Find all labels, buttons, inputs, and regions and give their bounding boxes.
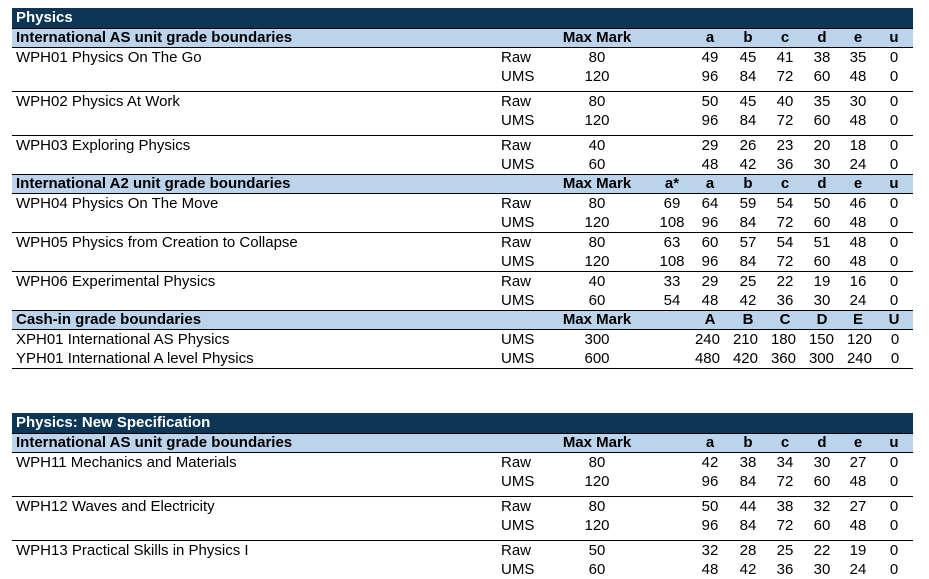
grade-header: u xyxy=(889,175,899,192)
grade-value: 0 xyxy=(890,331,900,348)
grade-value: 84 xyxy=(739,112,757,129)
grade-value: 54 xyxy=(663,292,681,309)
mark-type: UMS xyxy=(501,253,535,270)
mark-type: UMS xyxy=(501,292,535,309)
table-row xyxy=(12,194,913,213)
grade-header: A xyxy=(704,311,716,328)
table-row xyxy=(12,155,913,174)
grade-value: 44 xyxy=(739,498,757,515)
qualification-label: YPH01 International A level Physics xyxy=(16,350,254,367)
grade-value: 42 xyxy=(739,292,757,309)
grade-header: c xyxy=(780,434,790,451)
grade-value: 50 xyxy=(813,195,831,212)
grade-value: 16 xyxy=(849,273,867,290)
grade-value: 0 xyxy=(889,195,899,212)
unit-label: WPH12 Waves and Electricity xyxy=(16,498,215,515)
as-header-label: International AS unit grade boundaries xyxy=(16,29,293,46)
grade-value: 0 xyxy=(889,112,899,129)
grade-value: 50 xyxy=(701,93,719,110)
a2-header-label: International A2 unit grade boundaries xyxy=(16,175,291,192)
grade-value: 25 xyxy=(776,542,794,559)
grade-value: 33 xyxy=(663,273,681,290)
mark-type: Raw xyxy=(501,498,532,515)
grade-value: 30 xyxy=(813,156,831,173)
grade-value: 23 xyxy=(776,137,794,154)
unit-label: WPH06 Experimental Physics xyxy=(16,273,216,290)
grade-value: 26 xyxy=(739,137,757,154)
grade-value: 19 xyxy=(813,273,831,290)
grade-value: 54 xyxy=(776,195,794,212)
grade-value: 48 xyxy=(849,517,867,534)
grade-value: 0 xyxy=(889,517,899,534)
grade-value: 50 xyxy=(701,498,719,515)
section-title-new-spec: Physics: New Specification xyxy=(12,413,913,433)
grade-value: 0 xyxy=(889,68,899,85)
grade-value: 22 xyxy=(776,273,794,290)
table-row xyxy=(12,330,913,349)
max-mark: 120 xyxy=(584,214,610,231)
grade-value: 60 xyxy=(813,517,831,534)
grade-value: 27 xyxy=(849,498,867,515)
grade-value: 96 xyxy=(701,253,719,270)
table-row xyxy=(12,213,913,232)
max-mark: 600 xyxy=(584,350,610,367)
grade-boundaries-document xyxy=(12,8,913,579)
grade-value: 0 xyxy=(889,93,899,110)
cash-in-header-row xyxy=(12,310,913,330)
grade-header: b xyxy=(743,434,753,451)
max-mark: 60 xyxy=(588,156,606,173)
unit-label: WPH11 Mechanics and Materials xyxy=(16,454,237,471)
grade-value: 0 xyxy=(889,561,899,578)
table-row xyxy=(12,111,913,130)
grade-value: 42 xyxy=(739,561,757,578)
grade-value: 38 xyxy=(813,49,831,66)
table-row xyxy=(12,271,913,291)
grade-header: u xyxy=(889,434,899,451)
grade-value: 108 xyxy=(659,214,685,231)
max-mark: 80 xyxy=(588,93,606,110)
grade-value: 0 xyxy=(889,292,899,309)
grade-value: 96 xyxy=(701,473,719,490)
grade-value: 84 xyxy=(739,68,757,85)
grade-value: 480 xyxy=(694,350,720,367)
grade-value: 38 xyxy=(776,498,794,515)
grade-value: 18 xyxy=(849,137,867,154)
grade-value: 72 xyxy=(776,473,794,490)
table-row xyxy=(12,48,913,67)
cash-in-header-label: Cash-in grade boundaries xyxy=(16,311,202,328)
grade-value: 34 xyxy=(776,454,794,471)
grade-header: d xyxy=(817,29,827,46)
grade-value: 30 xyxy=(813,561,831,578)
grade-value: 60 xyxy=(813,253,831,270)
grade-value: 48 xyxy=(701,156,719,173)
max-mark-header: Max Mark xyxy=(562,311,632,328)
grade-value: 72 xyxy=(776,214,794,231)
max-mark-header: Max Mark xyxy=(562,175,632,192)
grade-value: 150 xyxy=(808,331,834,348)
max-mark: 50 xyxy=(588,542,606,559)
grade-header: e xyxy=(853,29,863,46)
grade-value: 84 xyxy=(739,253,757,270)
grade-header: e xyxy=(853,175,863,192)
table-row xyxy=(12,291,913,310)
grade-value: 0 xyxy=(889,253,899,270)
grade-value: 24 xyxy=(849,292,867,309)
grade-value: 45 xyxy=(739,93,757,110)
grade-value: 0 xyxy=(889,273,899,290)
unit-label: WPH02 Physics At Work xyxy=(16,93,180,110)
grade-value: 32 xyxy=(813,498,831,515)
grade-value: 240 xyxy=(846,350,872,367)
table-row xyxy=(12,135,913,155)
grade-value: 96 xyxy=(701,112,719,129)
grade-value: 60 xyxy=(813,214,831,231)
table-row xyxy=(12,472,913,491)
mark-type: UMS xyxy=(501,517,535,534)
max-mark: 120 xyxy=(584,253,610,270)
grade-value: 0 xyxy=(889,49,899,66)
mark-type: Raw xyxy=(501,195,532,212)
max-mark: 40 xyxy=(588,273,606,290)
grade-value: 96 xyxy=(701,517,719,534)
max-mark: 60 xyxy=(588,561,606,578)
grade-value: 60 xyxy=(701,234,719,251)
grade-header: c xyxy=(780,175,790,192)
max-mark: 120 xyxy=(584,112,610,129)
grade-value: 19 xyxy=(849,542,867,559)
max-mark: 40 xyxy=(588,137,606,154)
table-row xyxy=(12,453,913,472)
table-row xyxy=(12,540,913,560)
grade-value: 60 xyxy=(813,473,831,490)
mark-type: Raw xyxy=(501,273,532,290)
grade-value: 0 xyxy=(889,454,899,471)
grade-value: 24 xyxy=(849,561,867,578)
unit-label: WPH05 Physics from Creation to Collapse xyxy=(16,234,298,251)
grade-value: 72 xyxy=(776,68,794,85)
grade-value: 72 xyxy=(776,253,794,270)
max-mark-header: Max Mark xyxy=(562,434,632,451)
grade-value: 40 xyxy=(776,93,794,110)
grade-value: 48 xyxy=(849,253,867,270)
max-mark: 120 xyxy=(584,473,610,490)
mark-type: Raw xyxy=(501,49,532,66)
grade-header: B xyxy=(742,311,754,328)
mark-type: Raw xyxy=(501,542,532,559)
grade-value: 25 xyxy=(739,273,757,290)
grade-value: 42 xyxy=(701,454,719,471)
grade-value: 48 xyxy=(849,112,867,129)
mark-type: Raw xyxy=(501,454,532,471)
grade-value: 0 xyxy=(889,498,899,515)
grade-value: 49 xyxy=(701,49,719,66)
as-header-label: International AS unit grade boundaries xyxy=(16,434,293,451)
grade-value: 36 xyxy=(776,561,794,578)
grade-value: 63 xyxy=(663,234,681,251)
grade-header: c xyxy=(780,29,790,46)
grade-value: 0 xyxy=(889,137,899,154)
max-mark: 80 xyxy=(588,234,606,251)
grade-value: 30 xyxy=(849,93,867,110)
unit-label: WPH13 Practical Skills in Physics I xyxy=(16,542,249,559)
grade-header: a xyxy=(705,175,715,192)
mark-type: UMS xyxy=(501,156,535,173)
mark-type: UMS xyxy=(501,112,535,129)
mark-type: Raw xyxy=(501,137,532,154)
grade-header: D xyxy=(816,311,828,328)
grade-value: 48 xyxy=(849,68,867,85)
grade-value: 84 xyxy=(739,517,757,534)
max-mark: 300 xyxy=(584,331,610,348)
grade-value: 48 xyxy=(849,214,867,231)
grade-value: 20 xyxy=(813,137,831,154)
grade-value: 120 xyxy=(846,331,872,348)
unit-label: WPH01 Physics On The Go xyxy=(16,49,202,66)
grade-value: 420 xyxy=(732,350,758,367)
max-mark: 80 xyxy=(588,498,606,515)
grade-value: 29 xyxy=(701,273,719,290)
grade-value: 180 xyxy=(770,331,796,348)
grade-value: 0 xyxy=(889,156,899,173)
grade-value: 96 xyxy=(701,214,719,231)
mark-type: UMS xyxy=(501,331,535,348)
table-row xyxy=(12,516,913,535)
grade-value: 28 xyxy=(739,542,757,559)
grade-value: 29 xyxy=(701,137,719,154)
grade-value: 64 xyxy=(701,195,719,212)
qualification-label: XPH01 International AS Physics xyxy=(16,331,230,348)
grade-value: 60 xyxy=(813,112,831,129)
grade-value: 24 xyxy=(849,156,867,173)
grade-value: 22 xyxy=(813,542,831,559)
grade-value: 45 xyxy=(739,49,757,66)
max-mark: 120 xyxy=(584,68,610,85)
max-mark: 80 xyxy=(588,49,606,66)
table-row xyxy=(12,67,913,86)
grade-value: 51 xyxy=(813,234,831,251)
grade-header: a xyxy=(705,29,715,46)
mark-type: UMS xyxy=(501,214,535,231)
grade-value: 57 xyxy=(739,234,757,251)
grade-value: 54 xyxy=(776,234,794,251)
as-header-row xyxy=(12,433,913,453)
mark-type: UMS xyxy=(501,561,535,578)
max-mark: 80 xyxy=(588,195,606,212)
table-row xyxy=(12,349,913,369)
table-row xyxy=(12,252,913,271)
grade-value: 46 xyxy=(849,195,867,212)
grade-header: e xyxy=(853,434,863,451)
grade-value: 35 xyxy=(849,49,867,66)
mark-type: UMS xyxy=(501,473,535,490)
grade-value: 108 xyxy=(659,253,685,270)
grade-value: 36 xyxy=(776,156,794,173)
grade-value: 72 xyxy=(776,112,794,129)
section-title-physics: Physics xyxy=(12,8,913,28)
grade-value: 42 xyxy=(739,156,757,173)
grade-value: 300 xyxy=(808,350,834,367)
table-row xyxy=(12,560,913,579)
grade-header: d xyxy=(817,175,827,192)
unit-label: WPH04 Physics On The Move xyxy=(16,195,219,212)
grade-value: 30 xyxy=(813,292,831,309)
unit-label: WPH03 Exploring Physics xyxy=(16,137,191,154)
max-mark-header: Max Mark xyxy=(562,29,632,46)
grade-value: 35 xyxy=(813,93,831,110)
as-header-row xyxy=(12,28,913,48)
grade-header: C xyxy=(779,311,791,328)
grade-value: 48 xyxy=(701,292,719,309)
grade-header: E xyxy=(852,311,863,328)
grade-value: 240 xyxy=(694,331,720,348)
grade-value: 0 xyxy=(889,214,899,231)
grade-header: a* xyxy=(664,175,680,192)
grade-value: 0 xyxy=(889,234,899,251)
table-row xyxy=(12,496,913,516)
grade-value: 48 xyxy=(701,561,719,578)
grade-value: 41 xyxy=(776,49,794,66)
grade-header: a xyxy=(705,434,715,451)
grade-value: 84 xyxy=(739,214,757,231)
grade-value: 38 xyxy=(739,454,757,471)
grade-value: 210 xyxy=(732,331,758,348)
grade-value: 72 xyxy=(776,517,794,534)
mark-type: UMS xyxy=(501,68,535,85)
grade-value: 84 xyxy=(739,473,757,490)
mark-type: Raw xyxy=(501,234,532,251)
grade-value: 96 xyxy=(701,68,719,85)
grade-value: 360 xyxy=(770,350,796,367)
grade-value: 60 xyxy=(813,68,831,85)
grade-header: u xyxy=(889,29,899,46)
table-row xyxy=(12,91,913,111)
grade-value: 59 xyxy=(739,195,757,212)
grade-header: U xyxy=(888,311,900,328)
max-mark: 80 xyxy=(588,454,606,471)
grade-value: 69 xyxy=(663,195,681,212)
grade-value: 0 xyxy=(889,542,899,559)
grade-value: 36 xyxy=(776,292,794,309)
a2-header-row xyxy=(12,174,913,194)
grade-header: d xyxy=(817,434,827,451)
grade-value: 27 xyxy=(849,454,867,471)
max-mark: 120 xyxy=(584,517,610,534)
grade-header: b xyxy=(743,29,753,46)
grade-value: 0 xyxy=(890,350,900,367)
grade-value: 48 xyxy=(849,473,867,490)
table-row xyxy=(12,232,913,252)
grade-header: b xyxy=(743,175,753,192)
max-mark: 60 xyxy=(588,292,606,309)
grade-value: 32 xyxy=(701,542,719,559)
grade-value: 30 xyxy=(813,454,831,471)
mark-type: UMS xyxy=(501,350,535,367)
grade-value: 48 xyxy=(849,234,867,251)
mark-type: Raw xyxy=(501,93,532,110)
grade-value: 0 xyxy=(889,473,899,490)
